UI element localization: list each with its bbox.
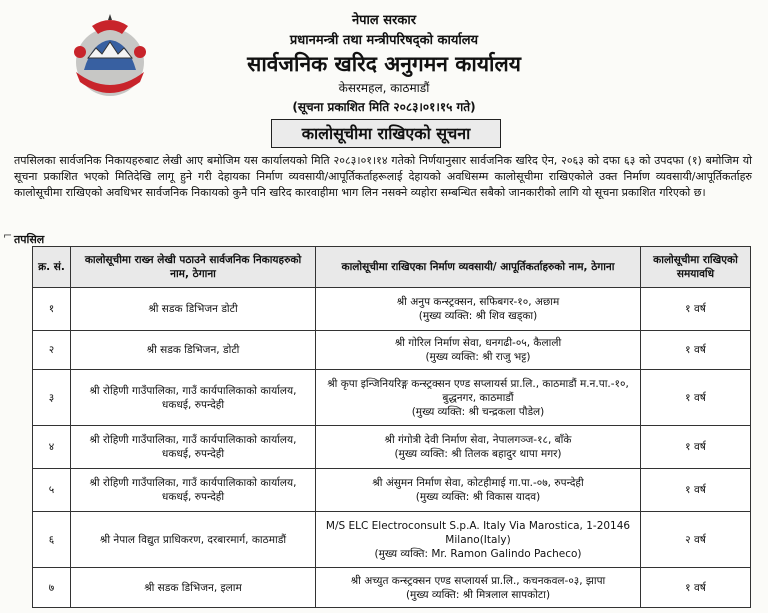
cell-period: १ वर्ष — [641, 469, 751, 512]
office-line: प्रधानमन्त्री तथा मन्त्रीपरिषद्को कार्यालय — [289, 33, 479, 48]
table-row — [33, 331, 751, 370]
cell-serial: ५ — [33, 469, 71, 512]
margin-mark: ⌐ — [3, 229, 13, 242]
table-row — [33, 426, 751, 469]
contractor-name: M/S ELC Electroconsult S.p.A. Italy Via Marostica, 1-20146 Milano(Italy) — [325, 519, 631, 546]
header-entity: कालोसूचीमा राख्न लेखी पठाउने सार्वजनिक निकायहरुको नाम, ठेगाना — [71, 247, 316, 288]
cell-serial: ७ — [33, 568, 71, 608]
cell-period: १ वर्ष — [641, 370, 751, 426]
notice-paragraph: तपसिलका सार्वजनिक निकायहरुबाट लेखी आए बमोजिम यस कार्यालयको मिति २०८३।०१।१४ गतेको निर्णयानुसार सार्वजनिक खरिद ऐन, २०६३ को दफा ६३ को उपदफा (१) बमोजिम यो सूचना प्रकाशित भएको मितिदेखि लागू हुने गरी देहायका निर्माण व्यवसायी/आपूर्तिकर्ताहरूलाई देहायको अवधिसम्म कालोसूचीमा राखिएकोले उक्त निर्माण व्यवसायी/आपूर्तिकर्ताहरु कालोसूचीमा राखिएको अवधिभर सार्वजनिक निकायको कुनै पनि खरिद कारवाहीमा भाग लिन नसक्ने व्यहोरा सम्बन्धित सबैको जानकारीको लागि यो सूचना प्रकाशित गरिएको छ। — [14, 154, 752, 199]
location-line: केसरमहल, काठमाडौं — [338, 81, 430, 95]
government-line: नेपाल सरकार — [351, 13, 417, 28]
table-row — [33, 288, 751, 331]
cell-contractor — [316, 288, 641, 331]
cell-contractor — [316, 469, 641, 512]
cell-entity: श्री सडक डिभिजन, डोटी — [71, 331, 316, 370]
contractor-name: श्री कृपा इन्जिनियरिङ्ग कन्स्ट्रक्सन एण्ड सप्लायर्स प्रा.लि., काठमाडौं म.न.पा.-१०, बुद्धनगर, काठमाडौं — [327, 377, 629, 404]
header-serial: क्र. सं. — [33, 247, 71, 288]
blacklist-table — [32, 246, 751, 608]
cell-serial: २ — [33, 331, 71, 370]
cell-period: १ वर्ष — [641, 331, 751, 370]
contact-person: (मुख्य व्यक्ति: श्री विकास यादव) — [415, 491, 541, 503]
contractor-name: श्री अच्युत कन्स्ट्रक्सन एण्ड सप्लायर्स प्रा.लि., कचनकवल-०३, झापा — [350, 574, 606, 587]
contact-person: (मुख्य व्यक्ति: Mr. Ramon Galindo Pacheco) — [374, 547, 582, 560]
cell-entity: श्री रोहिणी गाउँपालिका, गाउँ कार्यपालिकाको कार्यालय, धकधई, रुपन्देही — [71, 370, 316, 426]
cell-entity: श्री नेपाल विद्युत प्राधिकरण, दरबारमार्ग, काठमाडौं — [71, 512, 316, 568]
cell-period: १ वर्ष — [641, 426, 751, 469]
table-row — [33, 370, 751, 426]
cell-entity: श्री सडक डिभिजन, इलाम — [71, 568, 316, 608]
cell-serial: ६ — [33, 512, 71, 568]
contractor-name: श्री गोरिल निर्माण सेवा, धनगढी-०५, कैलाली — [394, 337, 562, 349]
cell-contractor — [316, 370, 641, 426]
cell-period: १ वर्ष — [641, 288, 751, 331]
contact-person: (मुख्य व्यक्ति: श्री चन्द्रकला पौडेल) — [411, 405, 545, 418]
table-row — [33, 568, 751, 608]
cell-entity: श्री सडक डिभिजन डोटी — [71, 288, 316, 331]
header-period: कालोसूचीमा राखिएको समयावधि — [641, 247, 751, 288]
contact-person: (मुख्य व्यक्ति: श्री तिलक बहादुर थापा मगर) — [394, 448, 562, 460]
table-row — [33, 469, 751, 512]
contact-person: (मुख्य व्यक्ति: श्री शिव खड्का) — [418, 310, 538, 322]
cell-entity: श्री रोहिणी गाउँपालिका, गाउँ कार्यपालिकाको कार्यालय, धकधई, रुपन्देही — [71, 469, 316, 512]
cell-contractor — [316, 331, 641, 370]
cell-period: १ वर्ष — [641, 568, 751, 608]
contractor-name: श्री अनुप कन्स्ट्रक्सन, सफिबगर-१०, अछाम — [396, 296, 560, 308]
contractor-name: श्री अंसुमन निर्माण सेवा, कोटहीमाई गा.पा.-०७, रुपन्देही — [372, 477, 584, 489]
cell-serial: ४ — [33, 426, 71, 469]
published-date: (सूचना प्रकाशित मिति २०८३।०१।१५ गते) — [292, 100, 476, 114]
blacklist-notice-banner: कालोसूचीमा राखिएको सूचना — [271, 119, 501, 148]
contact-person: (मुख्य व्यक्ति: श्री राजु भट्ट) — [425, 351, 531, 363]
cell-contractor — [316, 568, 641, 608]
page-title: सार्वजनिक खरिद अनुगमन कार्यालय — [247, 52, 521, 76]
contractor-name: श्री गंगोत्री देवी निर्माण सेवा, नेपालगञ्ज-१८, बाँके — [384, 434, 572, 446]
cell-contractor — [316, 426, 641, 469]
cell-period: २ वर्ष — [641, 512, 751, 568]
table-row — [33, 512, 751, 568]
cell-entity: श्री रोहिणी गाउँपालिका, गाउँ कार्यपालिकाको कार्यालय, धकधई, रुपन्देही — [71, 426, 316, 469]
cell-serial: १ — [33, 288, 71, 331]
tapsil-heading: तपसिल — [14, 233, 45, 246]
contact-person: (मुख्य व्यक्ति: श्री मित्रलाल सापकोटा) — [405, 588, 551, 601]
header-contractor: कालोसूचीमा राखिएका निर्माण व्यवसायी/ आपूर्तिकर्ताहरुको नाम, ठेगाना — [316, 247, 641, 288]
cell-contractor — [316, 512, 641, 568]
cell-serial: ३ — [33, 370, 71, 426]
table-header-row — [33, 247, 751, 288]
